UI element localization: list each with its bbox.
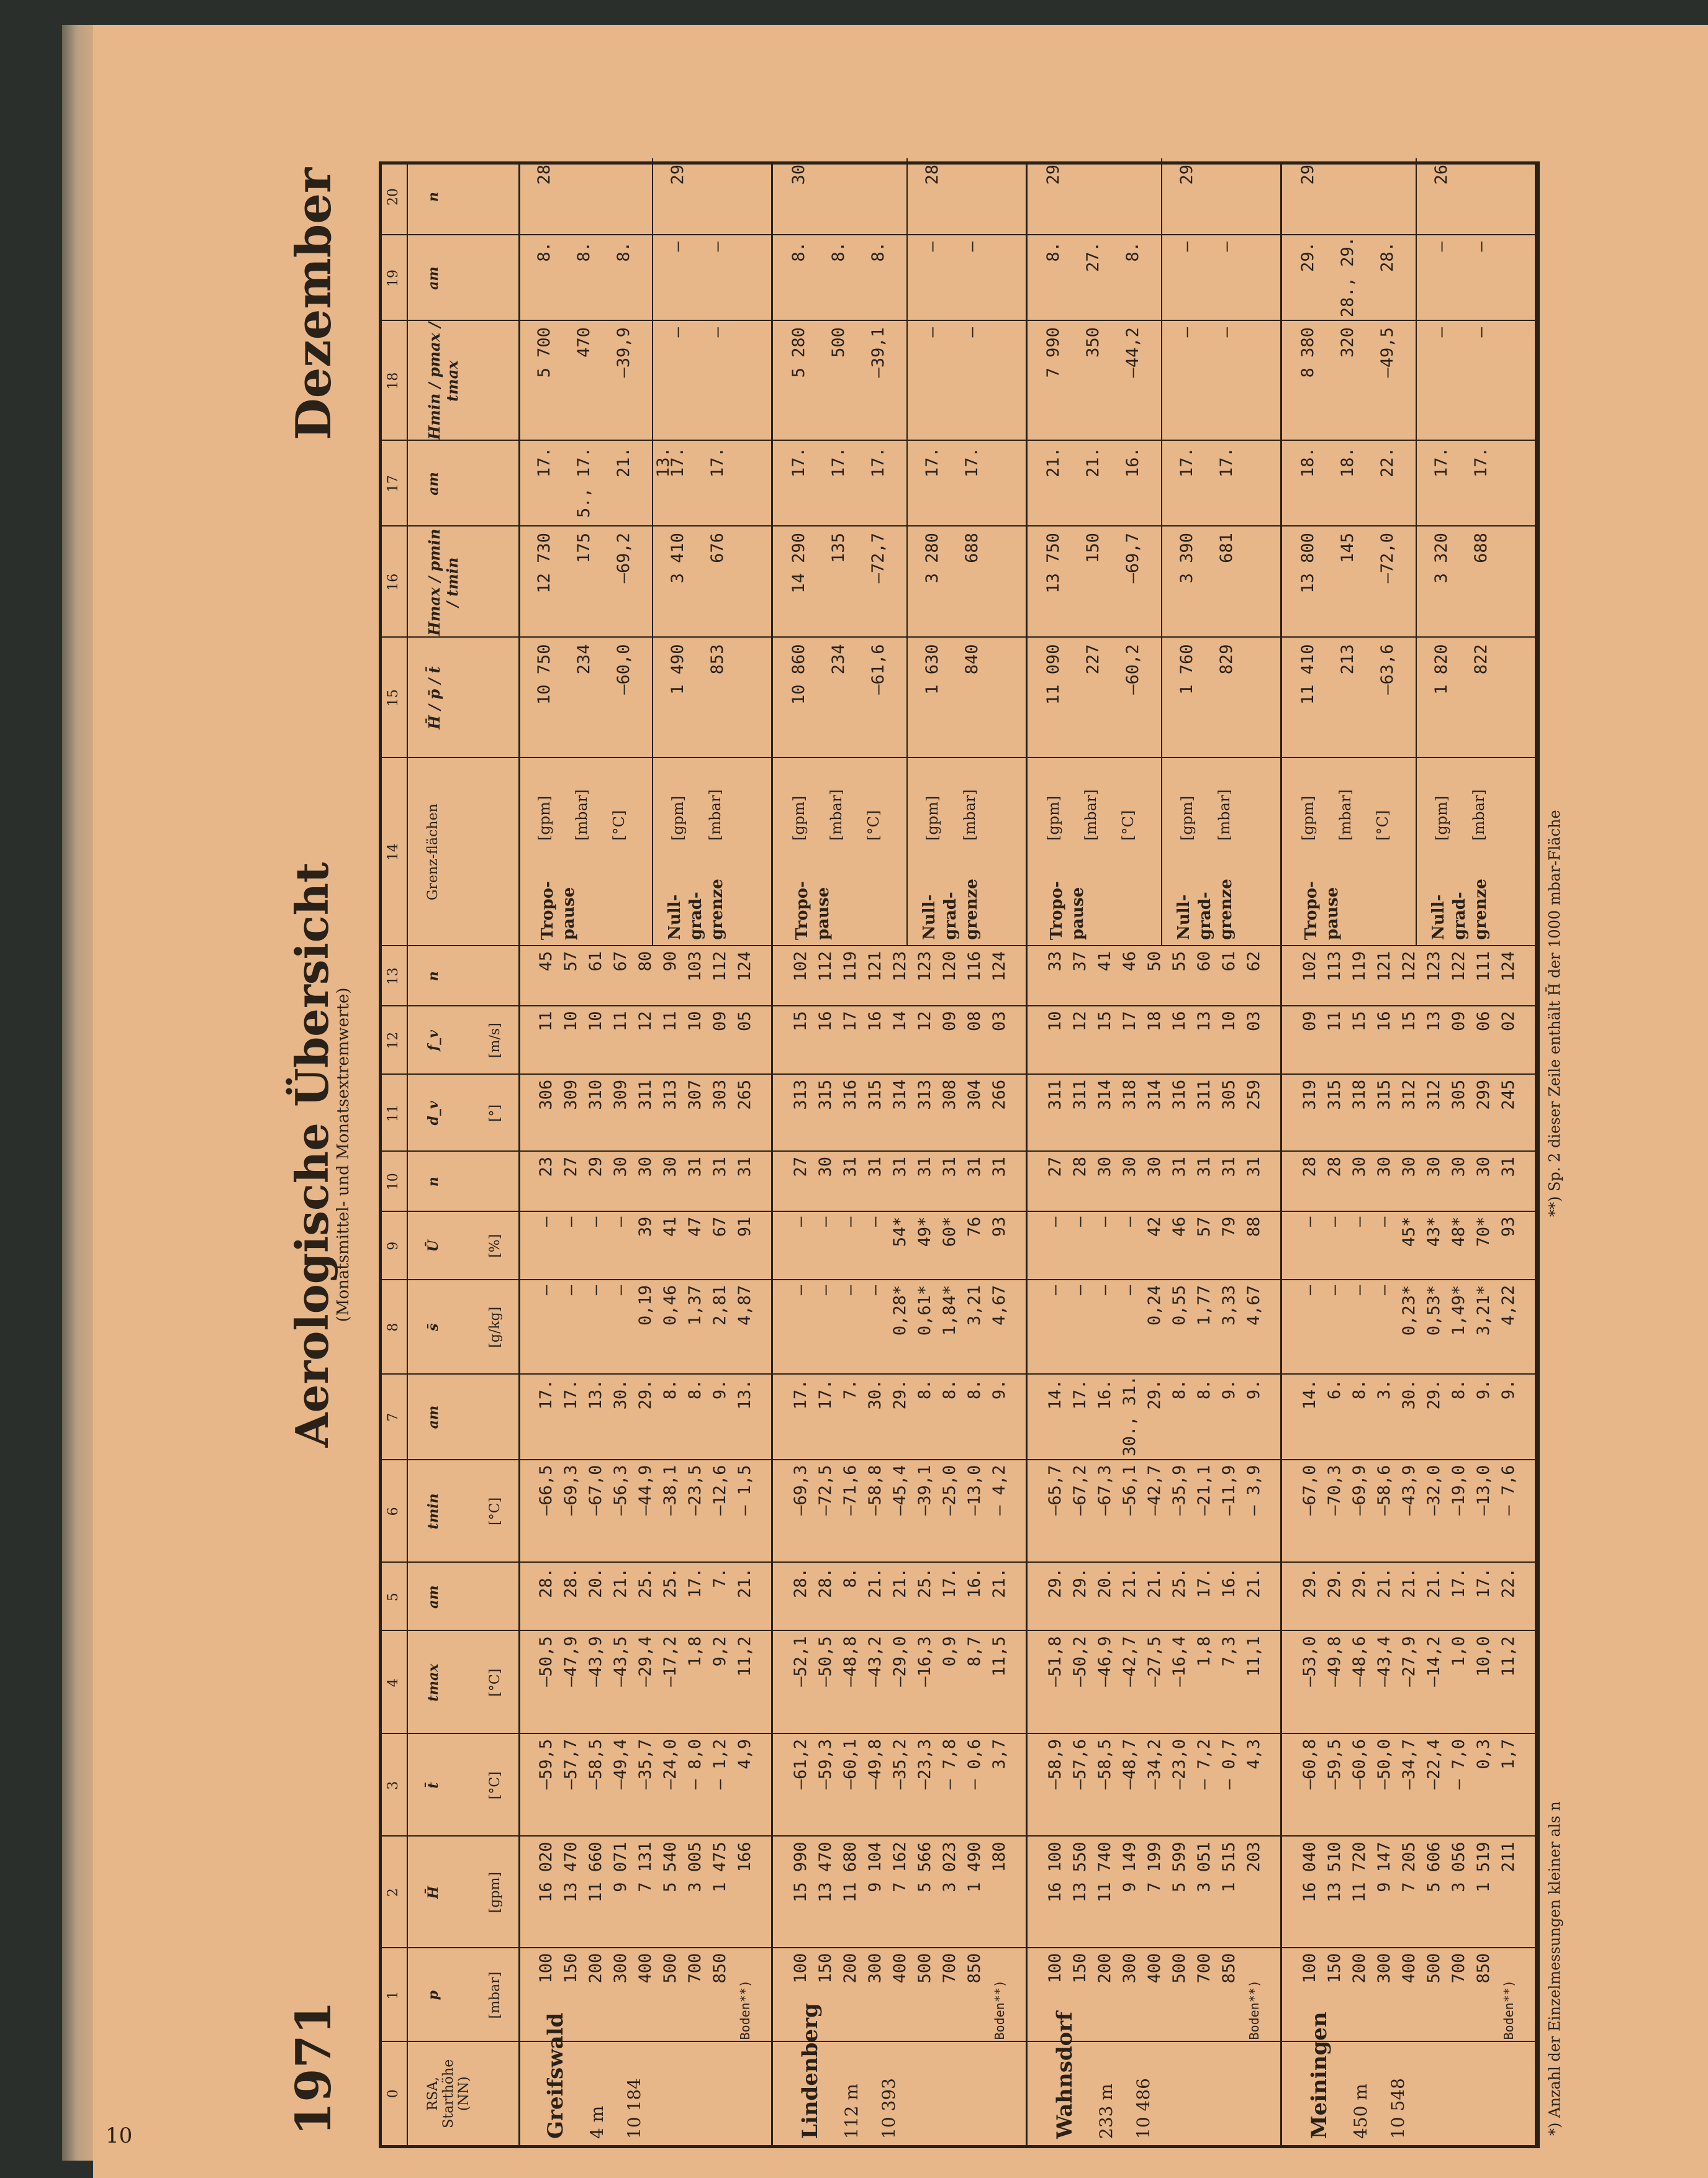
value-column-p: 100 150 200 300 400 500 700 850	[536, 1953, 730, 1984]
value-column-tmin: —66,5 —69,3 —67,0 —56,3 —44,9 —38,1 —23,5 —12,6 — 1,5	[536, 1465, 754, 1516]
head-n: n	[425, 192, 441, 202]
unit-u_mbar: [mbar]	[828, 789, 845, 841]
value-column-am7: 14. 17. 16. 30., 31. 29. 8. 8. 9. 9.	[1046, 1375, 1263, 1457]
unit-u_c: [°C]	[610, 810, 628, 841]
extreme-tropo_am1: 21. 21. 16.	[1044, 447, 1142, 477]
station-height: 233 m	[1096, 2084, 1116, 2139]
head-n: n	[425, 971, 441, 982]
column-number: 14	[386, 843, 401, 861]
extreme-tropo_max: 13 800 145 —72,0	[1298, 533, 1397, 594]
footnote-1: *) Anzahl der Einzelmessungen kleiner als n	[1546, 1801, 1563, 2136]
head-am: am	[425, 1405, 441, 1429]
extreme-null_min: — —	[923, 327, 982, 338]
column-number: 20	[386, 188, 401, 206]
value-column-p: 100 150 200 300 400 500 700 850	[791, 1953, 984, 1984]
station-block	[518, 165, 773, 2145]
extreme-null_am2: — —	[923, 242, 982, 252]
unit-u_mbar: [mbar]	[1337, 789, 1354, 841]
station-block	[1282, 165, 1537, 2145]
head-tmin-unit: [°C]	[487, 1497, 503, 1525]
value-column-d: 311 311 314 318 314 316 311 305 259	[1046, 1079, 1263, 1110]
extreme-tropo_max: 14 290 135 —72,7	[789, 533, 888, 594]
unit-u_c: [°C]	[1374, 810, 1391, 841]
page-title: Aerologische Übersicht	[286, 862, 338, 1448]
extreme-tropo_am1: 17. 5., 17. 21. 13.	[535, 447, 673, 518]
column-number: 18	[386, 372, 401, 390]
value-column-n13: 33 37 41 46 50 55 60 61 62	[1046, 951, 1263, 972]
extreme-tropo_mean: 10 860 234 —61,6	[789, 644, 888, 705]
head-f-unit: [m/s]	[487, 1023, 503, 1059]
head-s-unit: [g/kg]	[487, 1306, 503, 1348]
extreme-null_mean: 1 820 822	[1432, 644, 1491, 695]
extreme-tropo_n: 29	[1298, 165, 1317, 185]
extreme-null_max: 3 390 681	[1177, 533, 1236, 584]
head-p: p	[425, 1990, 441, 2000]
value-column-H: 16 020 13 470 11 660 9 071 7 131 5 540 3 005 1 475 166	[536, 1841, 754, 1903]
unit-u_gpm: [gpm]	[1433, 795, 1450, 841]
extreme-null_max: 3 320 688	[1432, 533, 1491, 584]
value-column-f: 11 10 10 11 12 11 10 09 05	[536, 1011, 754, 1032]
tropopause-label: Tropo-pause	[538, 881, 578, 940]
column-number: 12	[386, 1031, 401, 1049]
value-column-U: — — — — 42 46 57 79 88	[1046, 1216, 1263, 1237]
extreme-tropo_max: 12 730 175 —69,2	[535, 533, 633, 594]
column-headers	[407, 165, 520, 2145]
value-column-U: — — — — 54* 49* 60* 76 93	[791, 1216, 1009, 1247]
station-height: 112 m	[841, 2084, 862, 2139]
surface-label: Boden**)	[738, 1980, 752, 2040]
station-height: 450 m	[1350, 2084, 1371, 2139]
unit-u_gpm: [gpm]	[790, 795, 808, 841]
tropopause-label: Tropo-pause	[793, 881, 833, 940]
column-number: 2	[386, 1888, 401, 1897]
station-name: Greifswald	[543, 2012, 568, 2139]
station-name: Wahnsdorf	[1052, 2012, 1077, 2139]
column-number: 3	[386, 1781, 401, 1790]
extreme-tropo_max: 13 750 150 —69,7	[1044, 533, 1142, 594]
page-subtitle: (Monatsmittel- und Monatsextremwerte)	[334, 987, 353, 1322]
value-column-tmax: —51,8 —50,2 —46,9 —42,7 —27,5 —16,4 1,8 7,3 11,1	[1046, 1636, 1263, 1687]
footnote-2: **) Sp. 2 dieser Zeile enthält H̄ der 1000 mbar-Fläche	[1546, 810, 1563, 1217]
value-column-p: 100 150 200 300 400 500 700 850	[1300, 1953, 1493, 1984]
head-H-unit: [gpm]	[487, 1872, 503, 1914]
head-f: f_v	[425, 1030, 441, 1051]
extreme-tropo_n: 30	[789, 165, 808, 185]
value-column-H: 16 040 13 510 11 720 9 147 7 205 5 606 3 056 1 519 211	[1300, 1841, 1518, 1903]
extreme-null_n: 29	[1177, 165, 1196, 185]
head-U-unit: [%]	[487, 1234, 503, 1258]
unit-u_c: [°C]	[865, 810, 882, 841]
extreme-tropo_min: 7 990 350 —44,2	[1044, 327, 1142, 378]
column-number: 8	[386, 1322, 401, 1332]
value-column-am5: 29. 29. 29. 21. 21. 21. 17. 17. 22.	[1300, 1568, 1518, 1598]
extreme-null_am1: 17. 17.	[1432, 447, 1491, 477]
value-column-t: —59,5 —57,7 —58,5 —49,4 —35,7 —24,0 — 8,0 — 1,2 4,9	[536, 1738, 754, 1790]
boundary-divider	[906, 158, 908, 946]
value-column-f: 10 12 15 17 18 16 13 10 03	[1046, 1011, 1263, 1032]
head-tmax: tmax	[425, 1663, 441, 1702]
value-column-H: 15 990 13 470 11 680 9 104 7 162 5 566 3 023 1 490 180	[791, 1841, 1009, 1903]
station-block	[1028, 165, 1282, 2145]
unit-u_gpm: [gpm]	[924, 795, 941, 841]
value-column-n10: 27 28 30 30 30 31 31 31 31	[1046, 1157, 1263, 1177]
surface-label: Boden**)	[992, 1980, 1007, 2040]
head-min: Hmin / pmax / tmax	[425, 322, 461, 440]
tropopause-label: Tropo-pause	[1302, 881, 1342, 940]
value-column-U: — — — — 45* 43* 48* 70* 93	[1300, 1216, 1518, 1247]
data-table	[379, 161, 1540, 2148]
surface-label: Boden**)	[1247, 1980, 1262, 2040]
extreme-null_min: — —	[1432, 327, 1491, 338]
column-numbers	[382, 165, 408, 2145]
value-column-am5: 28. 28. 8. 21. 21. 25. 17. 16. 21.	[791, 1568, 1009, 1598]
extreme-tropo_am1: 17. 17. 17.	[789, 447, 888, 477]
extreme-null_n: 26	[1432, 165, 1451, 185]
head-am: am	[425, 1585, 441, 1609]
tropopause-label: Tropo-pause	[1047, 881, 1087, 940]
station-id: 10 486	[1133, 2078, 1154, 2139]
value-column-am7: 14. 6. 8. 3. 30. 29. 8. 9. 9.	[1300, 1379, 1518, 1410]
head-t-unit: [°C]	[487, 1771, 503, 1800]
value-column-am5: 29. 29. 20. 21. 21. 25. 17. 16. 21.	[1046, 1568, 1263, 1598]
boundary-divider	[652, 158, 653, 946]
value-column-s: — — — — 0,28* 0,61* 1,84* 3,21 4,67	[791, 1285, 1009, 1336]
value-column-n10: 27 30 31 31 31 31 31 31 31	[791, 1157, 1009, 1177]
unit-u_gpm: [gpm]	[1178, 795, 1196, 841]
column-number: 15	[386, 689, 401, 707]
column-number: 17	[386, 475, 401, 493]
extreme-null_min: — —	[668, 327, 727, 338]
extreme-tropo_mean: 10 750 234 —60,0	[535, 644, 633, 705]
value-column-s: — — — — 0,19 0,46 1,37 2,81 4,87	[536, 1285, 754, 1326]
head-station: RSA, Starthöhe (NN)	[425, 2059, 472, 2128]
head-boundaries: Grenz-flächen	[425, 803, 441, 901]
value-column-d: 306 309 310 309 311 313 307 303 265	[536, 1079, 754, 1110]
head-max: Hmax / pmin / tmin	[425, 528, 461, 636]
value-column-t: —58,9 —57,6 —58,5 —48,7 —34,2 —23,0 — 7,2 — 0,7 4,3	[1046, 1738, 1263, 1790]
unit-u_mbar: [mbar]	[573, 789, 590, 841]
extreme-null_n: 28	[923, 165, 942, 185]
head-tmax-unit: [°C]	[487, 1668, 503, 1697]
extreme-null_min: — —	[1177, 327, 1236, 338]
station-id: 10 184	[624, 2078, 644, 2139]
extreme-null_am1: 17. 17.	[668, 447, 727, 477]
extreme-null_mean: 1 630 840	[923, 644, 982, 695]
value-column-t: —60,8 —59,5 —60,6 —50,0 —34,7 —22,4 — 7,0 0,3 1,7	[1300, 1738, 1518, 1790]
value-column-H: 16 100 13 550 11 740 9 149 7 199 5 599 3 051 1 515 203	[1046, 1841, 1263, 1903]
extreme-tropo_mean: 11 090 227 —60,2	[1044, 644, 1142, 705]
column-number: 5	[386, 1593, 401, 1602]
year: 1971	[286, 2000, 342, 2136]
column-number: 16	[386, 573, 401, 591]
column-number: 1	[386, 1990, 401, 2000]
unit-u_mbar: [mbar]	[961, 789, 978, 841]
value-column-t: —61,2 —59,3 —60,1 —49,8 —35,2 —23,3 — 7,8 — 0,6 3,7	[791, 1738, 1009, 1790]
value-column-s: — — — — 0,24 0,55 1,77 3,33 4,67	[1046, 1285, 1263, 1326]
page	[93, 25, 1708, 2178]
zero-degree-label: Null-grad-grenze	[666, 879, 726, 940]
head-mean: H̄ / p̄ / t̄	[425, 666, 443, 730]
extreme-null_am2: — —	[1177, 242, 1236, 252]
head-am: am	[425, 266, 441, 290]
station-id: 10 393	[879, 2078, 899, 2139]
value-column-f: 15 16 17 16 14 12 09 08 03	[791, 1011, 1009, 1032]
column-number: 0	[386, 2089, 401, 2099]
head-t: t̄	[425, 1782, 441, 1789]
unit-u_mbar: [mbar]	[1082, 789, 1100, 841]
value-column-n10: 23 27 29 30 30 30 31 31 31	[536, 1157, 754, 1177]
head-s: s̄	[425, 1323, 441, 1331]
extreme-tropo_min: 5 280 500 —39,1	[789, 327, 888, 378]
head-n: n	[425, 1177, 441, 1187]
boundary-divider	[1416, 158, 1417, 946]
value-column-f: 09 11 15 16 15 13 09 06 02	[1300, 1011, 1518, 1032]
station-name: Meiningen	[1307, 2012, 1332, 2139]
value-column-tmax: —53,0 —49,8 —48,6 —43,4 —27,9 —14,2 1,0 10,0 11,2	[1300, 1636, 1518, 1687]
value-column-tmin: —67,0 —70,3 —69,9 —58,6 —43,9 —32,0 —19,0 —13,0 — 7,6	[1300, 1465, 1518, 1516]
station-id: 10 548	[1388, 2078, 1408, 2139]
value-column-am5: 28. 28. 20. 21. 25. 25. 17. 7. 21.	[536, 1568, 754, 1598]
value-column-U: — — — — 39 41 47 67 91	[536, 1216, 754, 1237]
unit-u_gpm: [gpm]	[536, 795, 553, 841]
value-column-am7: 17. 17. 7. 30. 29. 8. 8. 8. 9.	[791, 1379, 1009, 1410]
column-number: 11	[386, 1104, 401, 1122]
unit-u_mbar: [mbar]	[707, 789, 724, 841]
zero-degree-label: Null-grad-grenze	[1175, 879, 1236, 940]
unit-u_gpm: [gpm]	[1045, 795, 1062, 841]
extreme-tropo_am2: 8. 8. 8.	[535, 242, 633, 262]
column-number: 6	[386, 1507, 401, 1516]
extreme-null_am2: — —	[668, 242, 727, 252]
column-number: 10	[386, 1173, 401, 1191]
head-U: Ū	[425, 1240, 441, 1252]
value-column-d: 319 315 318 315 312 312 305 299 245	[1300, 1079, 1518, 1110]
extreme-tropo_min: 8 380 320 —49,5	[1298, 327, 1397, 378]
head-d: d_v	[425, 1101, 441, 1126]
extreme-null_mean: 1 490 853	[668, 644, 727, 695]
value-column-am7: 17. 17. 13. 30. 29. 8. 8. 9. 13.	[536, 1379, 754, 1410]
head-am: am	[425, 472, 441, 495]
station-name: Lindenberg	[798, 2003, 823, 2139]
value-column-tmin: —65,7 —67,2 —67,3 —56,1 —42,7 —35,9 —21,1 —11,9 — 3,9	[1046, 1465, 1263, 1516]
unit-u_mbar: [mbar]	[1216, 789, 1233, 841]
extreme-null_mean: 1 760 829	[1177, 644, 1236, 695]
value-column-n13: 102 113 119 121 122 123 122 111 124	[1300, 951, 1518, 982]
extreme-tropo_am1: 18. 18. 22.	[1298, 447, 1397, 477]
extreme-tropo_n: 28	[535, 165, 554, 185]
boundary-divider	[1161, 158, 1162, 946]
column-number: 7	[386, 1412, 401, 1422]
value-column-p: 100 150 200 300 400 500 700 850	[1046, 1953, 1239, 1984]
extreme-null_max: 3 280 688	[923, 533, 982, 584]
rotated-table-container	[286, 161, 1571, 2148]
unit-u_gpm: [gpm]	[1299, 795, 1317, 841]
extreme-null_am1: 17. 17.	[1177, 447, 1236, 477]
value-column-n13: 102 112 119 121 123 123 120 116 124	[791, 951, 1009, 982]
surface-label: Boden**)	[1501, 1980, 1516, 2040]
unit-u_gpm: [gpm]	[669, 795, 687, 841]
unit-u_c: [°C]	[1119, 810, 1137, 841]
extreme-null_n: 29	[668, 165, 687, 185]
value-column-tmax: —52,1 —50,5 —48,8 —43,2 —29,0 —16,3 0,9 8,7 11,5	[791, 1636, 1009, 1687]
value-column-n10: 28 28 30 30 30 30 30 30 31	[1300, 1157, 1518, 1177]
column-number: 9	[386, 1241, 401, 1250]
extreme-null_am2: — —	[1432, 242, 1491, 252]
column-number: 4	[386, 1678, 401, 1688]
extreme-null_max: 3 410 676	[668, 533, 727, 584]
extreme-tropo_am2: 29. 28., 29. 28.	[1298, 237, 1397, 318]
extreme-tropo_mean: 11 410 213 —63,6	[1298, 644, 1397, 705]
head-H: H̄	[425, 1886, 441, 1899]
value-column-d: 313 315 316 315 314 313 308 304 266	[791, 1079, 1009, 1110]
column-number: 13	[386, 967, 401, 985]
value-column-tmin: —69,3 —72,5 —71,6 —58,8 —45,4 —39,1 —25,0 —13,0 — 4,2	[791, 1465, 1009, 1516]
head-p-unit: [mbar]	[487, 1971, 503, 2019]
extreme-tropo_min: 5 700 470 —39,9	[535, 327, 633, 378]
head-d-unit: [°]	[487, 1104, 503, 1123]
zero-degree-label: Null-grad-grenze	[920, 879, 981, 940]
zero-degree-label: Null-grad-grenze	[1429, 879, 1490, 940]
head-tmin: tmin	[425, 1493, 441, 1530]
station-height: 4 m	[587, 2105, 607, 2139]
extreme-null_am1: 17. 17.	[923, 447, 982, 477]
month: Dezember	[286, 168, 342, 440]
station-block	[773, 165, 1028, 2145]
extreme-tropo_n: 29	[1044, 165, 1063, 185]
unit-u_mbar: [mbar]	[1470, 789, 1488, 841]
column-number: 19	[386, 269, 401, 287]
value-column-n13: 45 57 61 67 80 90 103 112 124	[536, 951, 754, 982]
value-column-tmax: —50,5 —47,9 —43,9 —43,5 —29,4 —17,2 1,8 9,2 11,2	[536, 1636, 754, 1687]
value-column-s: — — — — 0,23* 0,53* 1,49* 3,21* 4,22	[1300, 1285, 1518, 1336]
extreme-tropo_am2: 8. 27. 8.	[1044, 242, 1142, 272]
page-number: 10	[106, 2123, 133, 2148]
extreme-tropo_am2: 8. 8. 8.	[789, 242, 888, 262]
